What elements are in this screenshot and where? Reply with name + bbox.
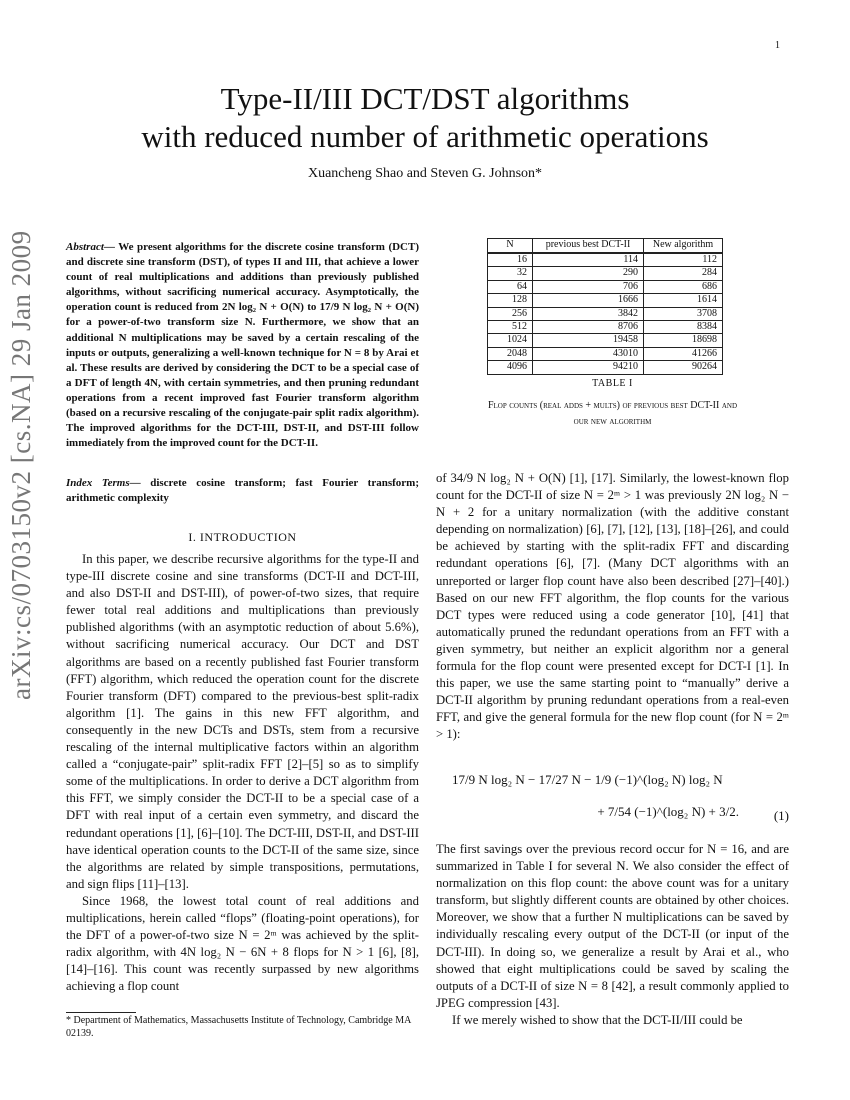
table-header-cell: previous best DCT-II [533,239,644,254]
table-cell: 128 [488,294,533,307]
table-row [488,361,723,374]
table-row [488,253,723,267]
table-cell: 686 [644,280,723,293]
table-row [488,347,723,360]
table-cell: 8706 [533,321,644,334]
table-cell: 32 [488,267,533,280]
table-cell: 64 [488,280,533,293]
flop-count-equation [436,764,789,836]
table-cell: 284 [644,267,723,280]
abstract [66,240,419,451]
table-header-row [488,239,723,254]
intro-paragraph: In this paper, we describe recursive algorithms for the type-II and type-III discrete cosine and sine transforms (DCT-II and DCT-III, and also DST-II and DST-III), of power-of-two sizes, that require fewer total real additions and multiplications than previously published algorithms (with an asymptotic reduction of about 5.6%), without sacrificing numerical accuracy. Our DCT and DST algorithms are based on a recently published fast Fourier transform (FFT) algorithm, which reduced the operation count for the discrete Fourier transform (DFT) compared to the previous-best split-radix algorithm [1]. The gains in this new FFT algorithm, and consequently in the new DCTs and DSTs, stem from a recursive rescaling of the internal multiplicative factors within an algorithm called a “conjugate-pair” split-radix FFT [2]–[5] so as to simplify some of the multiplications. In order to derive a DCT algorithm from this FFT, we simply consider the DCT-II to be a special case of a DFT with real input of a certain even symmetry, and discard the redundant operations [1], [6]–[10]. The DCT-III, DST-II, and DST-III have identical operation counts to the DCT-II of the same size, since the algorithms are related by simple transpositions, permutations, and sign flips [11]–[13]. [66,552,419,891]
index-terms [66,476,419,506]
abstract-lead: Abstract [66,241,104,253]
table-cell: 19458 [533,334,644,347]
table-cell: 512 [488,321,533,334]
equation-line: + 7/54 (−1)^(log₂ N) + 3/2. [597,804,739,819]
table-caption-line: our new algorithm [573,416,652,427]
introduction-body [66,551,419,995]
footnote: * Department of Mathematics, Massachusetts Institute of Technology, Cambridge MA 02139. [66,1015,411,1039]
right-column-body [436,470,789,744]
table-row [488,280,723,293]
table-header-cell: N [488,239,533,254]
page-number: 1 [775,40,780,51]
table-cell: 43010 [533,347,644,360]
authors: Xuancheng Shao and Steven G. Johnson* [307,166,543,181]
section-heading: I. INTRODUCTION [188,530,297,544]
table-row [488,334,723,347]
table-cell: 18698 [644,334,723,347]
table-cell: 3708 [644,307,723,320]
table-cell: 41266 [644,347,723,360]
abstract-text: — We present algorithms for the discrete cosine transform (DCT) and discrete sine transform (DST), of types II and III, that achieve a lower count of real multiplications and additions than previously published algorithms, without sacrificing numerical accuracy. Asymptotically, the operation count is reduced from 2N log₂ N + O(N) to 17/9 N log₂ N + O(N) for a power-of-two transform size N. Furthermore, we show that an additional N multiplications may be saved by a certain rescaling of the inputs or outputs, generalizing a well-known technique for N = 8 by Arai et al. These results are derived by considering the DCT to be a special case of a DFT of length 4N, with certain symmetries, and then pruning redundant operations from a recent improved fast Fourier transform algorithm (based on a recursive rescaling of the conjugate-pair split radix algorithm). The improved algorithms for the DCT-III, DST-II, and DST-III follow immediately from the improved count for the DCT-II. [66,241,419,450]
table-caption-line: Flop counts (real adds + mults) of previous best DCT-II and [487,400,738,411]
table-row [488,307,723,320]
table-cell: 16 [488,253,533,267]
body-paragraph: If we merely wished to show that the DCT-II/III could be [452,1012,743,1027]
equation-number: (1) [773,808,789,823]
table-cell: 1024 [488,334,533,347]
paper-title [60,80,790,156]
intro-paragraph: Since 1968, the lowest total count of real additions and multiplications, herein called “flops” (floating-point operations), for the DFT of a power-of-two size N = 2ᵐ was achieved by the split-radix algorithm, with 4N log₂ N − 6N + 8 flops for N > 1 [6], [8], [14]–[16]. This count was recently surpassed by new algorithms achieving a flop count [66,893,419,994]
right-column-body-continued [436,841,789,1029]
index-terms-text: — discrete cosine transform; fast Fourier transform; arithmetic complexity [66,477,419,505]
table-cell: 290 [533,267,644,280]
table-header-cell: New algorithm [644,239,723,254]
table-cell: 112 [644,253,723,267]
table-cell: 8384 [644,321,723,334]
body-paragraph: of 34/9 N log₂ N + O(N) [1], [17]. Similarly, the lowest-known flop count for the DCT-II of size N = 2ᵐ > 1 was previously 2N log₂ N − N + 2 for a unitary normalization (with the additive constant depending on normalization) [6], [7], [12], [13], [18]–[26], and could be achieved by starting with the split-radix FFT and discarding redundant operations [6], [7]. (Many DCT algorithms with an unreported or larger flop count have also been described [27]–[40].) Based on our new FFT algorithm, the flop counts for the various DCT types were reduced using a code generator [10], [41] that automatically pruned the redundant operations from an FFT with a given symmetry, but neither an explicit algorithm nor a general formula for the flop count were presented except for DCT-I [1]. In this paper, we use the same starting point to “manually” derive a DCT-II algorithm by pruning redundant operations from a real-even FFT, and give the general formula for the new flop count (for N = 2ᵐ > 1): [436,471,789,742]
table-cell: 94210 [533,361,644,374]
table-cell: 4096 [488,361,533,374]
table-cell: 1666 [533,294,644,307]
index-terms-lead: Index Terms [66,477,130,489]
table-cell: 256 [488,307,533,320]
table-cell: 3842 [533,307,644,320]
equation-line: 17/9 N log₂ N − 17/27 N − 1/9 (−1)^(log₂ N) log₂ N [452,772,723,787]
arxiv-identifier[interactable]: arXiv:cs/0703150v2 [cs.NA] 29 Jan 2009 [6,230,36,700]
table-cell: 2048 [488,347,533,360]
table-label: TABLE I [592,378,633,389]
flop-count-table [487,238,723,375]
table-cell: 90264 [644,361,723,374]
table-row [488,267,723,280]
footnote-divider [66,1012,136,1013]
table-caption [436,398,789,430]
title-line: Type-II/III DCT/DST algorithms [220,81,630,116]
title-line: with reduced number of arithmetic operations [141,119,709,154]
table-row [488,294,723,307]
body-paragraph: The first savings over the previous record occur for N = 16, and are summarized in Table I for several N. We also consider the effect of normalization on this flop count: the above count was for a unitary transform, but slightly different counts are obtained by other choices. Moreover, we show that a further N multiplications can be saved by individually rescaling every output of the DCT-II (or input of the DCT-III). In doing so, we generalize a result by Arai et al., who showed that eight multiplications could be saved by scaling the outputs of a DCT-II of size N = 8 [42], a result commonly applied to JPEG compression [43]. [436,842,789,1010]
table-cell: 1614 [644,294,723,307]
table-cell: 114 [533,253,644,267]
table-row [488,321,723,334]
table-cell: 706 [533,280,644,293]
